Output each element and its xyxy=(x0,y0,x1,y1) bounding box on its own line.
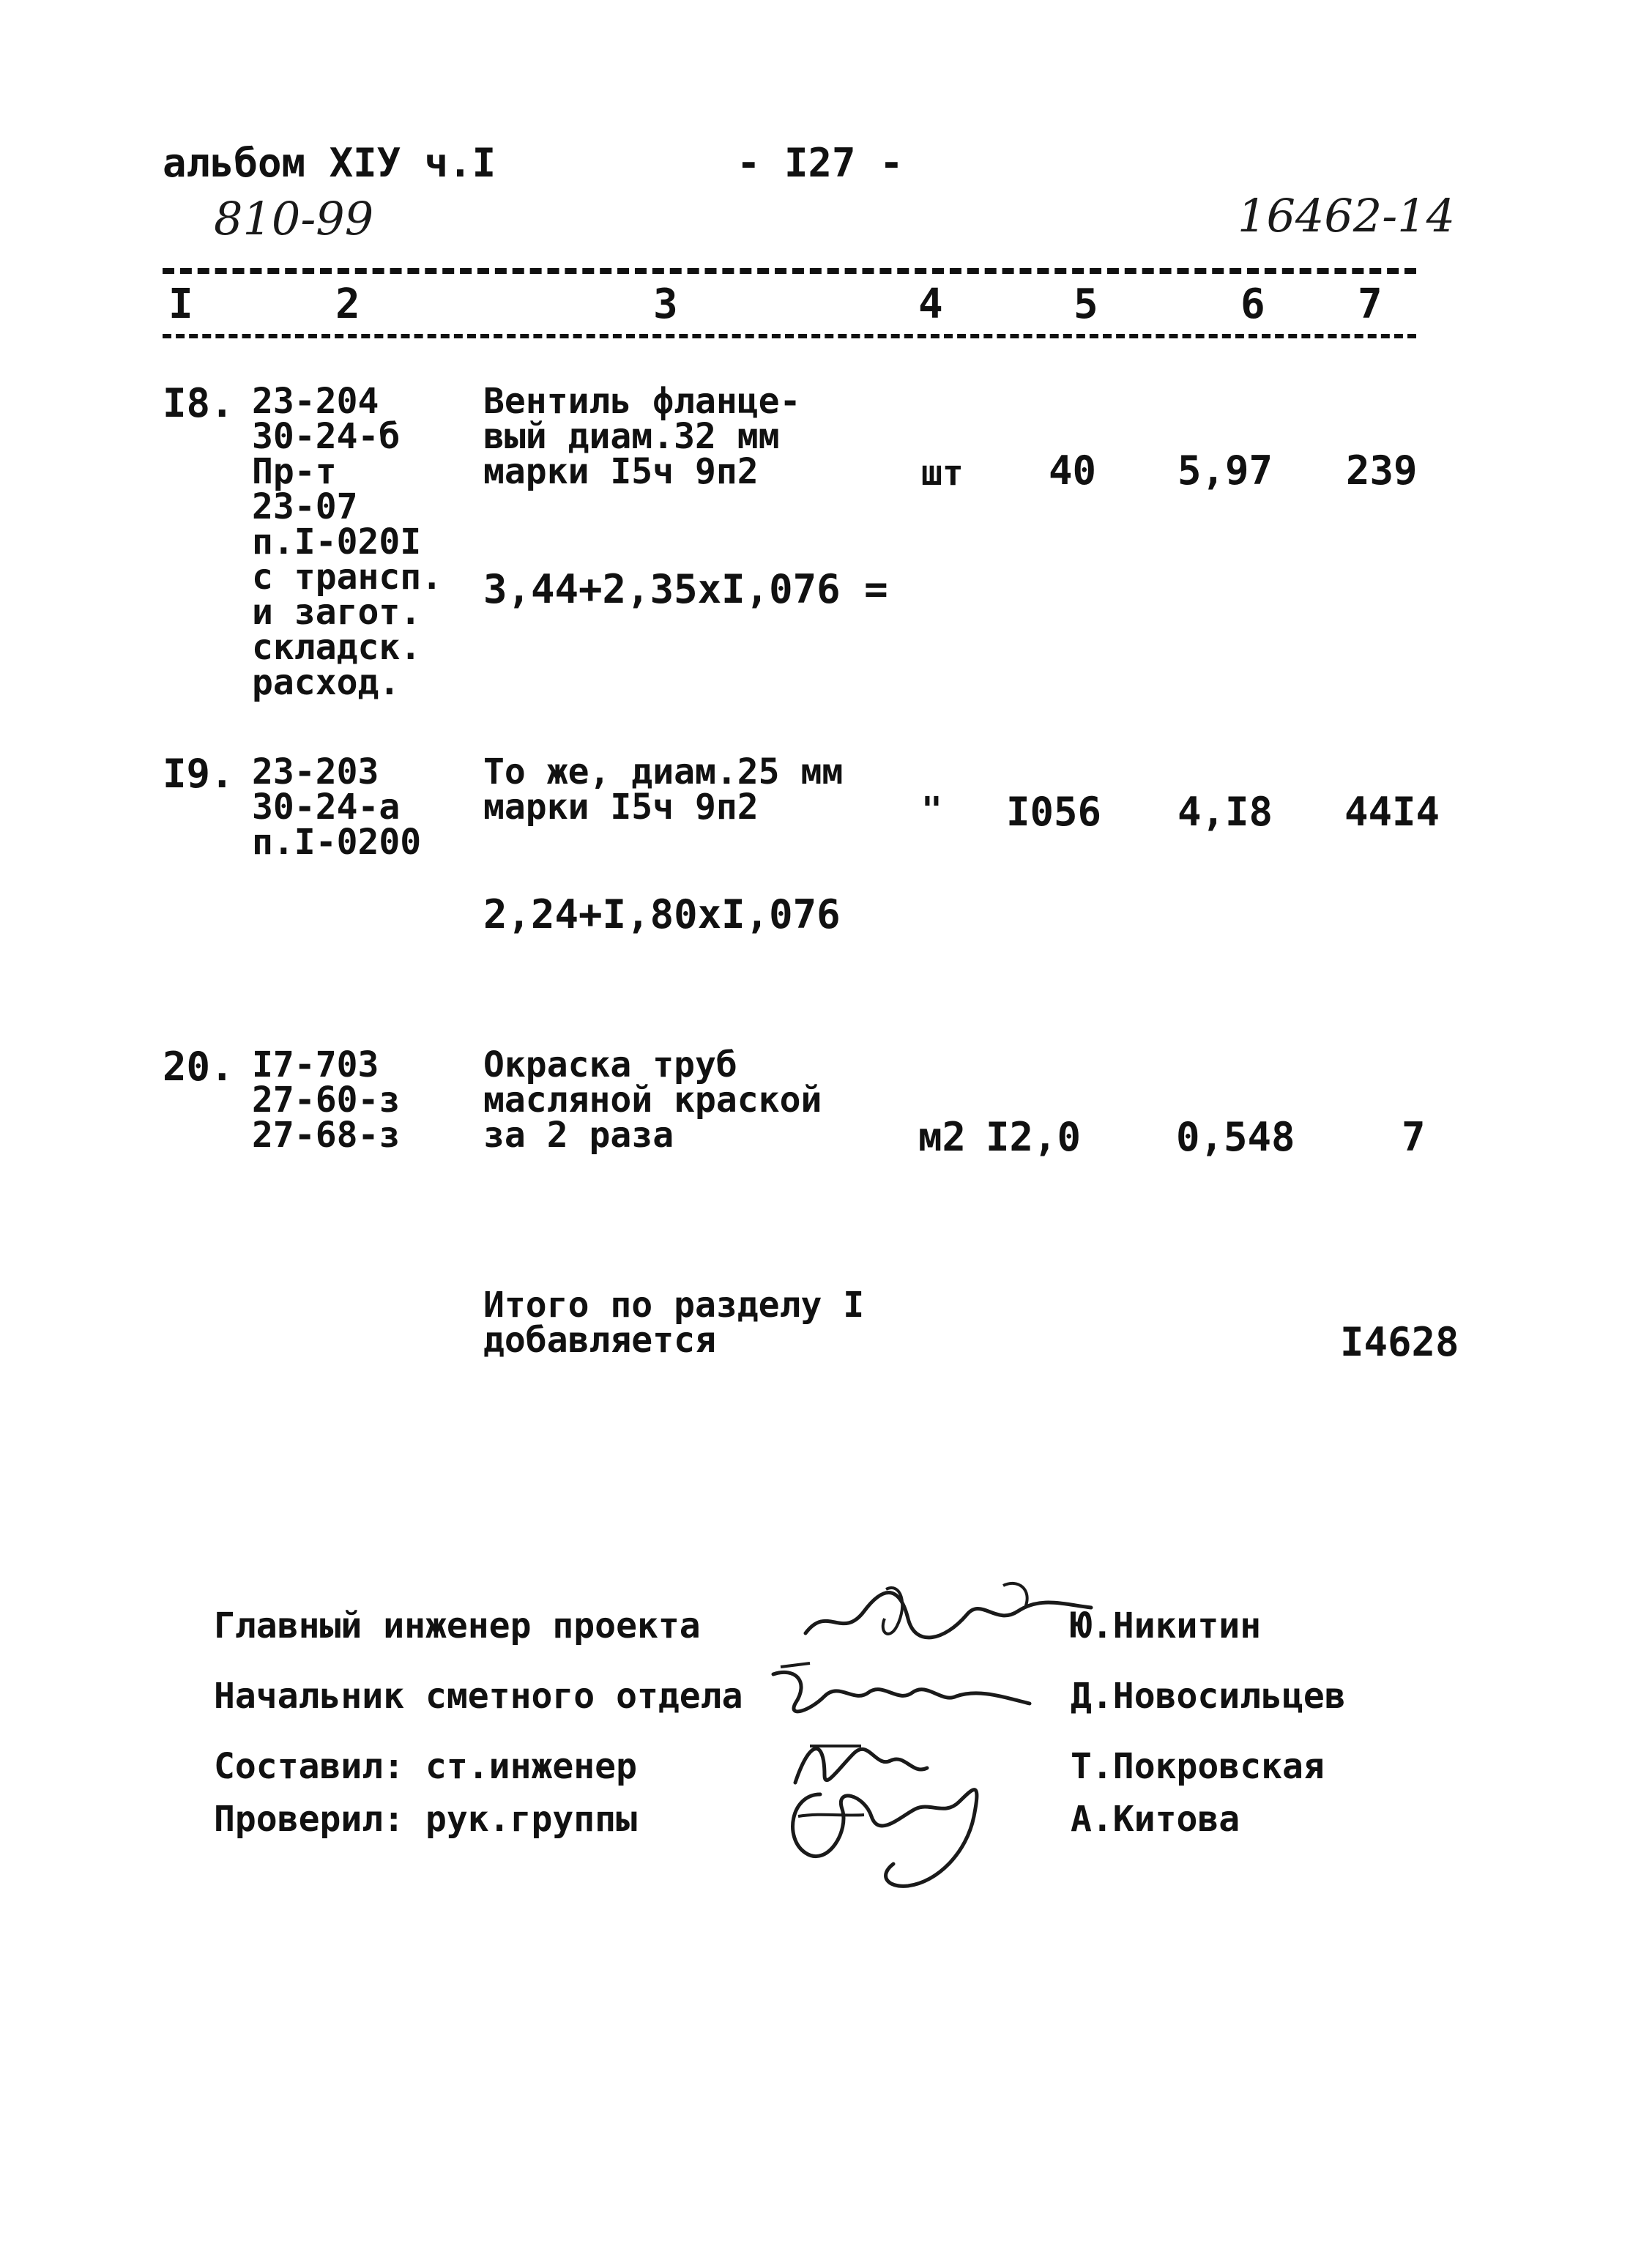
row-codes xyxy=(252,751,422,863)
signature-role: Начальник сметного отдела xyxy=(214,1676,743,1717)
description-line: марки I5ч 9п2 xyxy=(483,451,759,492)
code-line: с трансп. xyxy=(252,557,443,598)
row-unit-price: 4,I8 xyxy=(1177,789,1273,835)
row-quantity: 40 xyxy=(1049,447,1097,494)
row-unit-price: 5,97 xyxy=(1177,447,1273,494)
code-line: I7-703 xyxy=(252,1044,379,1085)
row-quantity: I056 xyxy=(1006,789,1102,835)
column-number: I xyxy=(168,281,193,328)
handwritten-code-left: 810-99 xyxy=(214,192,374,245)
code-line: 27-68-з xyxy=(252,1115,401,1156)
signature-name: Т.Покровская xyxy=(1071,1746,1325,1787)
section-total-label xyxy=(483,1285,865,1361)
code-line: 30-24-б xyxy=(252,416,401,457)
summary-line: Итого по разделу I xyxy=(483,1285,865,1326)
section-total-value: I4628 xyxy=(1340,1319,1459,1365)
handwritten-code-right: 16462-14 xyxy=(1238,189,1456,242)
signature-name: Ю.Никитин xyxy=(1071,1605,1262,1646)
row-quantity: I2,0 xyxy=(986,1114,1082,1160)
row-unit: м2 xyxy=(918,1114,967,1160)
description-line: Окраска труб xyxy=(483,1044,737,1085)
handwritten-signature xyxy=(776,1772,996,1897)
column-number: 3 xyxy=(653,281,678,328)
row-formula: 2,24+I,80хI,076 xyxy=(483,891,841,937)
code-line: и загот. xyxy=(252,592,422,633)
row-number: I8. xyxy=(163,380,234,426)
handwritten-signature xyxy=(766,1652,1044,1733)
page-number: - I27 - xyxy=(737,140,904,186)
code-line: Пр-т xyxy=(252,451,337,492)
code-line: 23-203 xyxy=(252,751,379,792)
code-line: п.I-0200 xyxy=(252,822,422,863)
row-total: 7 xyxy=(1402,1114,1426,1160)
column-number: 7 xyxy=(1358,281,1383,328)
handwritten-signature xyxy=(798,1575,1106,1655)
row-unit: шт xyxy=(921,453,964,494)
column-number: 4 xyxy=(918,281,943,328)
code-line: 23-07 xyxy=(252,486,358,527)
row-description xyxy=(483,751,844,828)
code-line: 30-24-а xyxy=(252,787,401,828)
code-line: расход. xyxy=(252,662,401,703)
row-description xyxy=(483,1044,822,1156)
column-number-dashed-rule xyxy=(163,334,1416,338)
row-unit: " xyxy=(921,790,942,831)
row-number: 20. xyxy=(163,1044,234,1090)
column-number: 6 xyxy=(1240,281,1265,328)
row-total: 239 xyxy=(1346,447,1418,494)
code-line: 27-60-з xyxy=(252,1080,401,1121)
code-line: 23-204 xyxy=(252,381,379,422)
code-line: складск. xyxy=(252,627,422,668)
column-number: 2 xyxy=(335,281,360,328)
row-formula: 3,44+2,35хI,076 = xyxy=(483,566,888,612)
column-number-row xyxy=(163,281,1416,346)
description-line: То же, диам.25 мм xyxy=(483,751,844,792)
signature-role: Составил: ст.инженер xyxy=(214,1746,637,1787)
column-number: 5 xyxy=(1074,281,1098,328)
description-line: масляной краской xyxy=(483,1080,822,1121)
row-codes xyxy=(252,1044,401,1156)
description-line: за 2 раза xyxy=(483,1115,674,1156)
row-codes xyxy=(252,381,443,703)
signature-role: Проверил: рук.группы xyxy=(214,1799,637,1840)
signature-name: Д.Новосильцев xyxy=(1071,1676,1346,1717)
description-line: марки I5ч 9п2 xyxy=(483,787,759,828)
signature-name: А.Китова xyxy=(1071,1799,1240,1840)
row-total: 44I4 xyxy=(1344,789,1440,835)
code-line: п.I-020I xyxy=(252,521,422,562)
row-unit-price: 0,548 xyxy=(1176,1114,1295,1160)
signature-role: Главный инженер проекта xyxy=(214,1605,701,1646)
row-number: I9. xyxy=(163,751,234,797)
top-dashed-rule xyxy=(163,268,1416,274)
album-label: альбом ХIУ ч.I xyxy=(163,140,496,186)
description-line: вый диам.32 мм xyxy=(483,416,780,457)
row-description xyxy=(483,381,801,492)
description-line: Вентиль фланце- xyxy=(483,381,801,422)
summary-line: добавляется xyxy=(483,1320,716,1361)
